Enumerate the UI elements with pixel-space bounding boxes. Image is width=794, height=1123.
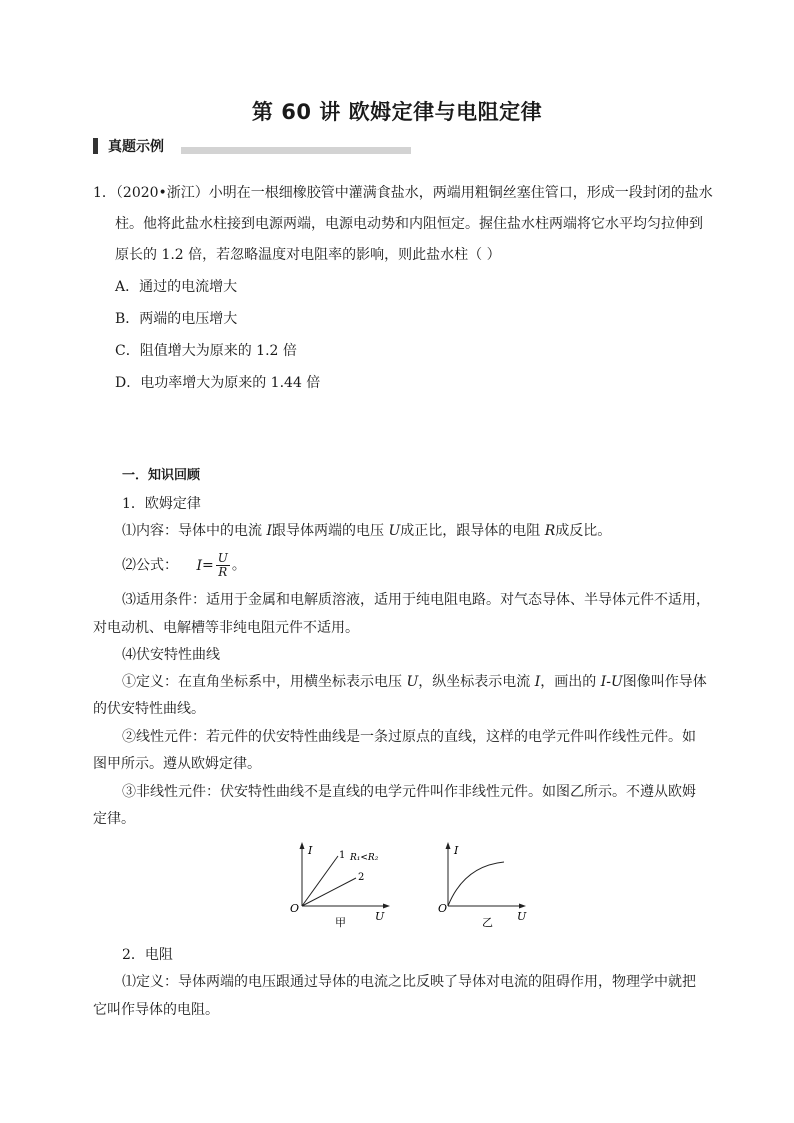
ohm-content-text-c: 成正比，跟导体的电阻 <box>400 523 545 539</box>
jia-origin-label: O <box>290 902 300 915</box>
figure-jia <box>290 840 400 935</box>
formula-equals: = <box>201 557 214 574</box>
def-text-c: ，画出的 <box>540 674 601 690</box>
jia-caption: 甲 <box>335 916 346 929</box>
ohm-content-text-a: ⑴内容：导体中的电流 <box>122 523 267 539</box>
def-symbol-current: I <box>534 674 541 690</box>
linear-element-line-2: 图甲所示。遵从欧姆定律。 <box>93 756 261 772</box>
yi-x-arrow <box>519 904 526 909</box>
yi-caption: 乙 <box>482 916 493 929</box>
jia-line-2-label: 2 <box>358 872 365 883</box>
nonlinear-element-line-2: 定律。 <box>93 811 135 827</box>
yi-y-arrow <box>446 842 451 849</box>
ohm-law-title: 1．欧姆定律 <box>122 496 201 512</box>
resistance-title: 2．电阻 <box>122 947 173 963</box>
linear-element-line-1: ②线性元件：若元件的伏安特性曲线是一条过原点的直线，这样的电学元件叫作线性元件。如 <box>122 729 696 745</box>
ohm-content <box>122 521 611 541</box>
section-header: 真题示例 <box>108 139 164 155</box>
jia-x-arrow <box>383 904 390 909</box>
resistance-definition-line-1: ⑴定义：导体两端的电压跟通过导体的电流之比反映了导体对电流的阻碍作用，物理学中就把 <box>122 974 696 990</box>
question-line-2: 柱。他将此盐水柱接到电源两端，电源电动势和内阻恒定。握住盐水柱两端将它水平均匀拉伸到 <box>115 216 703 232</box>
jia-x-label: U <box>375 910 385 923</box>
yi-curve <box>448 862 504 906</box>
ohm-content-text-d: 成反比。 <box>555 523 612 539</box>
symbol-voltage: U <box>388 523 401 539</box>
def-text-d: 图像叫作导体 <box>622 674 707 690</box>
question-line-3: 原长的 1.2 倍，若忽略温度对电阻率的影响，则此盐水柱（ ） <box>115 247 501 263</box>
formula-denominator: R <box>218 565 228 579</box>
resistance-definition-line-2: 它叫作导体的电阻。 <box>93 1002 219 1018</box>
formula-numerator: U <box>217 551 228 565</box>
def-symbol-voltage: U <box>406 674 419 690</box>
nonlinear-element-line-1: ③非线性元件：伏安特性曲线不是直线的电学元件叫作非线性元件。如图乙所示。不遵从欧姆 <box>122 784 696 800</box>
option-c: C．阻值增大为原来的 1.2 倍 <box>115 343 297 359</box>
yi-y-label: I <box>454 844 459 857</box>
va-definition-line-2: 的伏安特性曲线。 <box>93 701 205 717</box>
figure-yi <box>436 840 546 935</box>
def-text-a: ①定义：在直角坐标系中，用横坐标表示电压 <box>122 674 407 690</box>
section-marker <box>93 138 98 154</box>
jia-y-label: I <box>308 844 313 857</box>
yi-origin-label: O <box>438 902 448 915</box>
formula-fraction <box>216 552 230 579</box>
jia-y-arrow <box>300 842 305 849</box>
jia-relation-label: R₁<R₂ <box>350 853 379 863</box>
option-b: B．两端的电压增大 <box>115 311 238 327</box>
ohm-content-text-b: 跟导体两端的电压 <box>271 523 389 539</box>
section-divider <box>181 147 411 154</box>
applicability-line-2: 对电动机、电解槽等非纯电阻元件不适用。 <box>93 620 359 636</box>
yi-x-label: U <box>517 910 527 923</box>
va-definition-line-1 <box>122 672 707 692</box>
option-d: D．电功率增大为原来的 1.44 倍 <box>115 375 321 391</box>
question-line-1: 1．（2020•浙江）小明在一根细橡胶管中灌满食盐水，两端用粗铜丝塞住管口，形成一段封闭的盐水 <box>93 185 713 201</box>
ohm-formula <box>122 552 246 579</box>
formula-end: 。 <box>231 557 246 574</box>
symbol-resistance: R <box>544 523 556 539</box>
def-text-b: ，纵坐标表示电流 <box>418 674 535 690</box>
va-curve-title: ⑷伏安特性曲线 <box>122 647 220 663</box>
def-symbol-iu: I-U <box>600 674 623 690</box>
jia-line-1 <box>302 856 338 906</box>
option-a: A．通过的电流增大 <box>115 279 238 295</box>
symbol-current: I <box>266 523 272 539</box>
page-title: 第 60 讲 欧姆定律与电阻定律 <box>251 100 543 124</box>
review-heading: 一．知识回顾 <box>122 468 201 483</box>
jia-line-1-label: 1 <box>339 850 346 861</box>
formula-label: ⑵公式： <box>122 557 178 574</box>
formula-lhs: I <box>196 557 202 574</box>
jia-line-2 <box>302 878 356 906</box>
applicability-line-1: ⑶适用条件：适用于金属和电解质溶液，适用于纯电阻电路。对气态导体、半导体元件不适用， <box>122 592 710 608</box>
